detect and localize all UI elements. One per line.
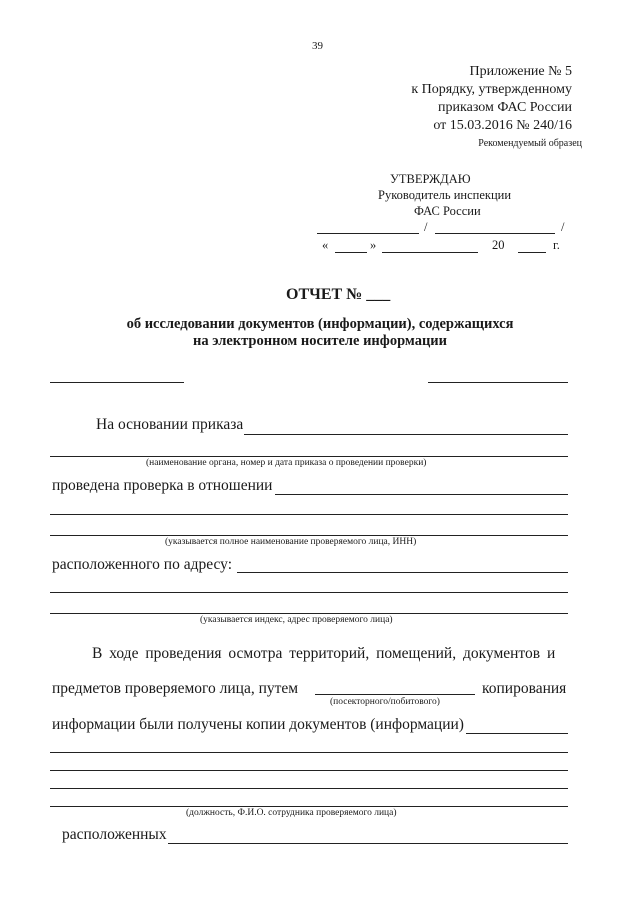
located-field[interactable]	[168, 843, 568, 844]
report-subtitle-line-1: об исследовании документов (информации), содержащихся	[126, 316, 514, 332]
paragraph-line-2-start: предметов проверяемого лица, путем	[52, 680, 299, 697]
inspection-field-line-3[interactable]	[50, 535, 568, 536]
documents-field-line-2[interactable]	[50, 752, 568, 753]
signature-line[interactable]	[317, 233, 419, 234]
address-hint: (указывается индекс, адрес проверяемого лица)	[200, 615, 393, 625]
located-label: расположенных	[62, 826, 167, 843]
date-year-suffix: г.	[553, 238, 560, 252]
place-line[interactable]	[50, 382, 184, 383]
signature-name-line[interactable]	[435, 233, 555, 234]
basis-hint: (наименование органа, номер и дата приказа о проведении проверки)	[146, 458, 427, 468]
approval-org: ФАС России	[414, 204, 481, 218]
basis-field-line-2[interactable]	[50, 456, 568, 457]
date-quote-open: «	[322, 238, 329, 252]
signature-separator-2: /	[561, 220, 565, 234]
inspection-label: проведена проверка в отношении	[52, 477, 273, 494]
report-subtitle-line-2: на электронном носителе информации	[192, 333, 448, 349]
paragraph-line-1: В ходе проведения осмотра территорий, помещений, документов и	[92, 645, 556, 662]
appendix-order-name: приказом ФАС России	[438, 100, 572, 115]
copy-method-hint: (посекторного/побитового)	[330, 697, 440, 707]
sample-note: Рекомендуемый образец	[478, 138, 582, 149]
paragraph-line-3: информации были получены копии документов (информации)	[52, 716, 464, 733]
basis-label: На основании приказа	[96, 416, 244, 433]
page-number: 39	[312, 40, 323, 52]
documents-field-line-4[interactable]	[50, 788, 568, 789]
report-date-line[interactable]	[428, 382, 568, 383]
address-field-line-2[interactable]	[50, 592, 568, 593]
documents-field[interactable]	[466, 733, 568, 734]
address-field[interactable]	[237, 572, 568, 573]
appendix-order-date: от 15.03.2016 № 240/16	[433, 118, 572, 133]
approval-position: Руководитель инспекции	[378, 188, 512, 202]
appendix-title: Приложение № 5	[469, 64, 572, 79]
employee-field[interactable]	[50, 806, 568, 807]
report-title: ОТЧЕТ № ___	[286, 286, 391, 303]
date-year-line[interactable]	[518, 252, 546, 253]
appendix-order-ref: к Порядку, утвержденному	[411, 82, 572, 97]
inspection-field-line-2[interactable]	[50, 514, 568, 515]
date-day-line[interactable]	[335, 252, 367, 253]
date-quote-close: »	[370, 238, 377, 252]
basis-field[interactable]	[244, 434, 568, 435]
signature-separator-1: /	[424, 220, 428, 234]
inspection-field[interactable]	[275, 494, 568, 495]
address-label: расположенного по адресу:	[52, 556, 232, 573]
documents-field-line-3[interactable]	[50, 770, 568, 771]
address-field-line-3[interactable]	[50, 613, 568, 614]
inspection-hint: (указывается полное наименование проверяемого лица, ИНН)	[165, 537, 417, 547]
copy-method-field[interactable]	[315, 694, 475, 695]
date-month-line[interactable]	[382, 252, 478, 253]
approval-title: УТВЕРЖДАЮ	[390, 172, 471, 186]
date-year-prefix: 20	[492, 238, 505, 252]
paragraph-line-2-end: копирования	[482, 680, 567, 697]
employee-hint: (должность, Ф.И.О. сотрудника проверяемого лица)	[186, 808, 397, 818]
